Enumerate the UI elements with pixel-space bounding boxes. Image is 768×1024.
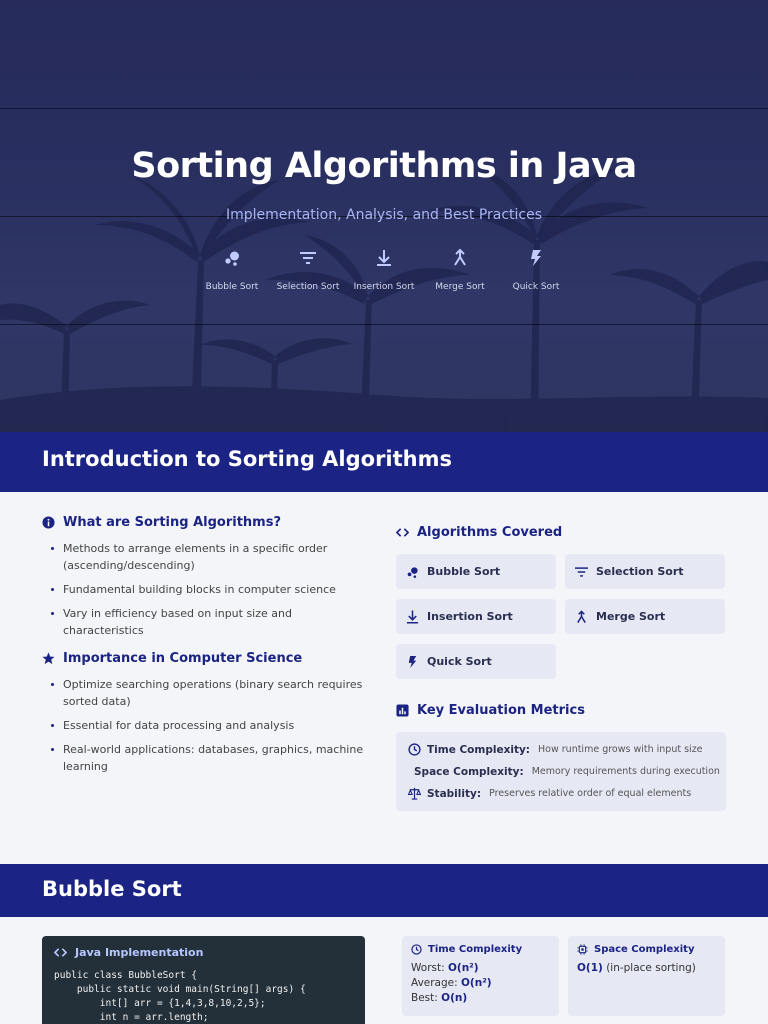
space-note: (in-place sorting) bbox=[606, 962, 696, 974]
metric-label: Stability: bbox=[427, 787, 482, 800]
what-list bbox=[42, 540, 372, 639]
bubbles-icon bbox=[406, 565, 419, 579]
algo-card-selection[interactable] bbox=[565, 554, 725, 589]
algo-card-merge[interactable] bbox=[565, 599, 725, 634]
hero-algo-label: Selection Sort bbox=[276, 282, 340, 292]
intro-left-column bbox=[42, 515, 372, 782]
covered-title: Algorithms Covered bbox=[417, 525, 563, 540]
code-icon bbox=[54, 946, 67, 959]
star-icon bbox=[42, 652, 55, 665]
hero-algo-insertion bbox=[346, 248, 422, 293]
metrics-title: Key Evaluation Metrics bbox=[417, 703, 585, 718]
code-block bbox=[42, 936, 365, 1024]
what-title: What are Sorting Algorithms? bbox=[63, 515, 282, 530]
space-complexity-card bbox=[568, 936, 725, 1016]
metric-label: Time Complexity: bbox=[427, 743, 531, 756]
page-subtitle: Implementation, Analysis, and Best Practices bbox=[225, 207, 543, 223]
hero-algo-quick bbox=[498, 248, 574, 293]
hero-banner bbox=[0, 0, 768, 432]
list-item: Essential for data processing and analysis bbox=[42, 717, 372, 734]
algo-card-label: Quick Sort bbox=[427, 655, 492, 668]
bubble-heading: Bubble Sort bbox=[42, 877, 182, 901]
hero-algo-merge bbox=[422, 248, 498, 293]
scale-icon bbox=[408, 787, 421, 800]
intro-right-column bbox=[396, 525, 726, 811]
space-value-line bbox=[577, 961, 716, 976]
average-label: Average: bbox=[411, 977, 458, 989]
average-value: O(n²) bbox=[461, 977, 492, 989]
best-label: Best: bbox=[411, 992, 438, 1004]
metrics-heading bbox=[396, 703, 726, 718]
intro-section-header bbox=[0, 432, 768, 492]
time-complexity-title: Time Complexity bbox=[428, 944, 523, 955]
list-item: Fundamental building blocks in computer science bbox=[42, 581, 372, 598]
space-complexity-heading bbox=[577, 944, 716, 955]
clock-icon bbox=[411, 944, 422, 955]
filter-icon bbox=[575, 565, 588, 579]
importance-title: Importance in Computer Science bbox=[63, 651, 303, 666]
worst-case bbox=[411, 961, 550, 976]
divider bbox=[0, 324, 768, 325]
bubble-section-header bbox=[0, 864, 768, 917]
chart-icon bbox=[396, 704, 409, 717]
bolt-icon bbox=[406, 655, 419, 669]
algo-card-label: Bubble Sort bbox=[427, 565, 501, 578]
list-item: Real-world applications: databases, graphics, machine learning bbox=[42, 741, 372, 775]
hero-algo-label: Merge Sort bbox=[435, 282, 485, 292]
importance-list bbox=[42, 676, 372, 775]
merge-icon bbox=[451, 248, 469, 268]
algo-card-label: Selection Sort bbox=[596, 565, 684, 578]
algo-card-quick[interactable] bbox=[396, 644, 556, 679]
metric-stability bbox=[408, 786, 714, 801]
time-complexity-heading bbox=[411, 944, 550, 955]
code-icon bbox=[396, 526, 409, 539]
metric-description: How runtime grows with input size bbox=[538, 744, 703, 755]
metric-label: Space Complexity: bbox=[414, 765, 524, 778]
what-heading bbox=[42, 515, 372, 530]
list-item: Optimize searching operations (binary search requires sorted data) bbox=[42, 676, 372, 710]
filter-icon bbox=[299, 248, 317, 268]
importance-heading bbox=[42, 651, 372, 666]
metric-description: Memory requirements during execution bbox=[531, 766, 720, 777]
arrow-down-to-line-icon bbox=[406, 610, 419, 624]
algo-card-bubble[interactable] bbox=[396, 554, 556, 589]
list-item: Vary in efficiency based on input size and characteristics bbox=[42, 605, 372, 639]
divider bbox=[0, 108, 768, 109]
hero-algorithm-list bbox=[0, 248, 768, 293]
best-case bbox=[411, 991, 550, 1006]
code-header bbox=[54, 946, 353, 959]
worst-value: O(n²) bbox=[447, 962, 479, 974]
info-icon bbox=[42, 516, 55, 529]
list-item: Methods to arrange elements in a specific order (ascending/descending) bbox=[42, 540, 372, 574]
space-value: O(1) bbox=[577, 962, 603, 974]
clock-icon bbox=[408, 743, 421, 756]
arrow-down-to-line-icon bbox=[375, 248, 393, 268]
hero-algo-selection bbox=[270, 248, 346, 293]
hero-algo-label: Quick Sort bbox=[512, 282, 560, 292]
algo-card-insertion[interactable] bbox=[396, 599, 556, 634]
code-title: Java Implementation bbox=[75, 946, 204, 959]
hero-algo-label: Bubble Sort bbox=[205, 282, 259, 292]
page-title: Sorting Algorithms in Java bbox=[131, 146, 637, 186]
metric-space bbox=[408, 764, 720, 779]
code-content: public class BubbleSort { public static void main(String[] args) { int[] arr = {1,4,3,8,10,2,5}; int n = arr.length; bbox=[54, 970, 306, 1023]
time-complexity-card bbox=[402, 936, 559, 1016]
algorithms-grid bbox=[396, 554, 726, 679]
covered-heading bbox=[396, 525, 726, 540]
metric-time bbox=[408, 742, 714, 757]
best-value: O(n) bbox=[441, 992, 468, 1004]
space-complexity-title: Space Complexity bbox=[594, 944, 695, 955]
hero-algo-label: Insertion Sort bbox=[353, 282, 415, 292]
average-case bbox=[411, 976, 550, 991]
memory-icon bbox=[577, 944, 588, 955]
intro-heading: Introduction to Sorting Algorithms bbox=[42, 447, 452, 471]
metric-description: Preserves relative order of equal elements bbox=[489, 788, 692, 799]
hero-algo-bubble bbox=[194, 248, 270, 293]
algo-card-label: Insertion Sort bbox=[427, 610, 513, 623]
merge-icon bbox=[575, 610, 588, 624]
worst-label: Worst: bbox=[411, 962, 445, 974]
algo-card-label: Merge Sort bbox=[596, 610, 666, 623]
bolt-icon bbox=[527, 248, 545, 268]
bubbles-icon bbox=[223, 248, 241, 268]
metrics-box bbox=[396, 732, 726, 811]
